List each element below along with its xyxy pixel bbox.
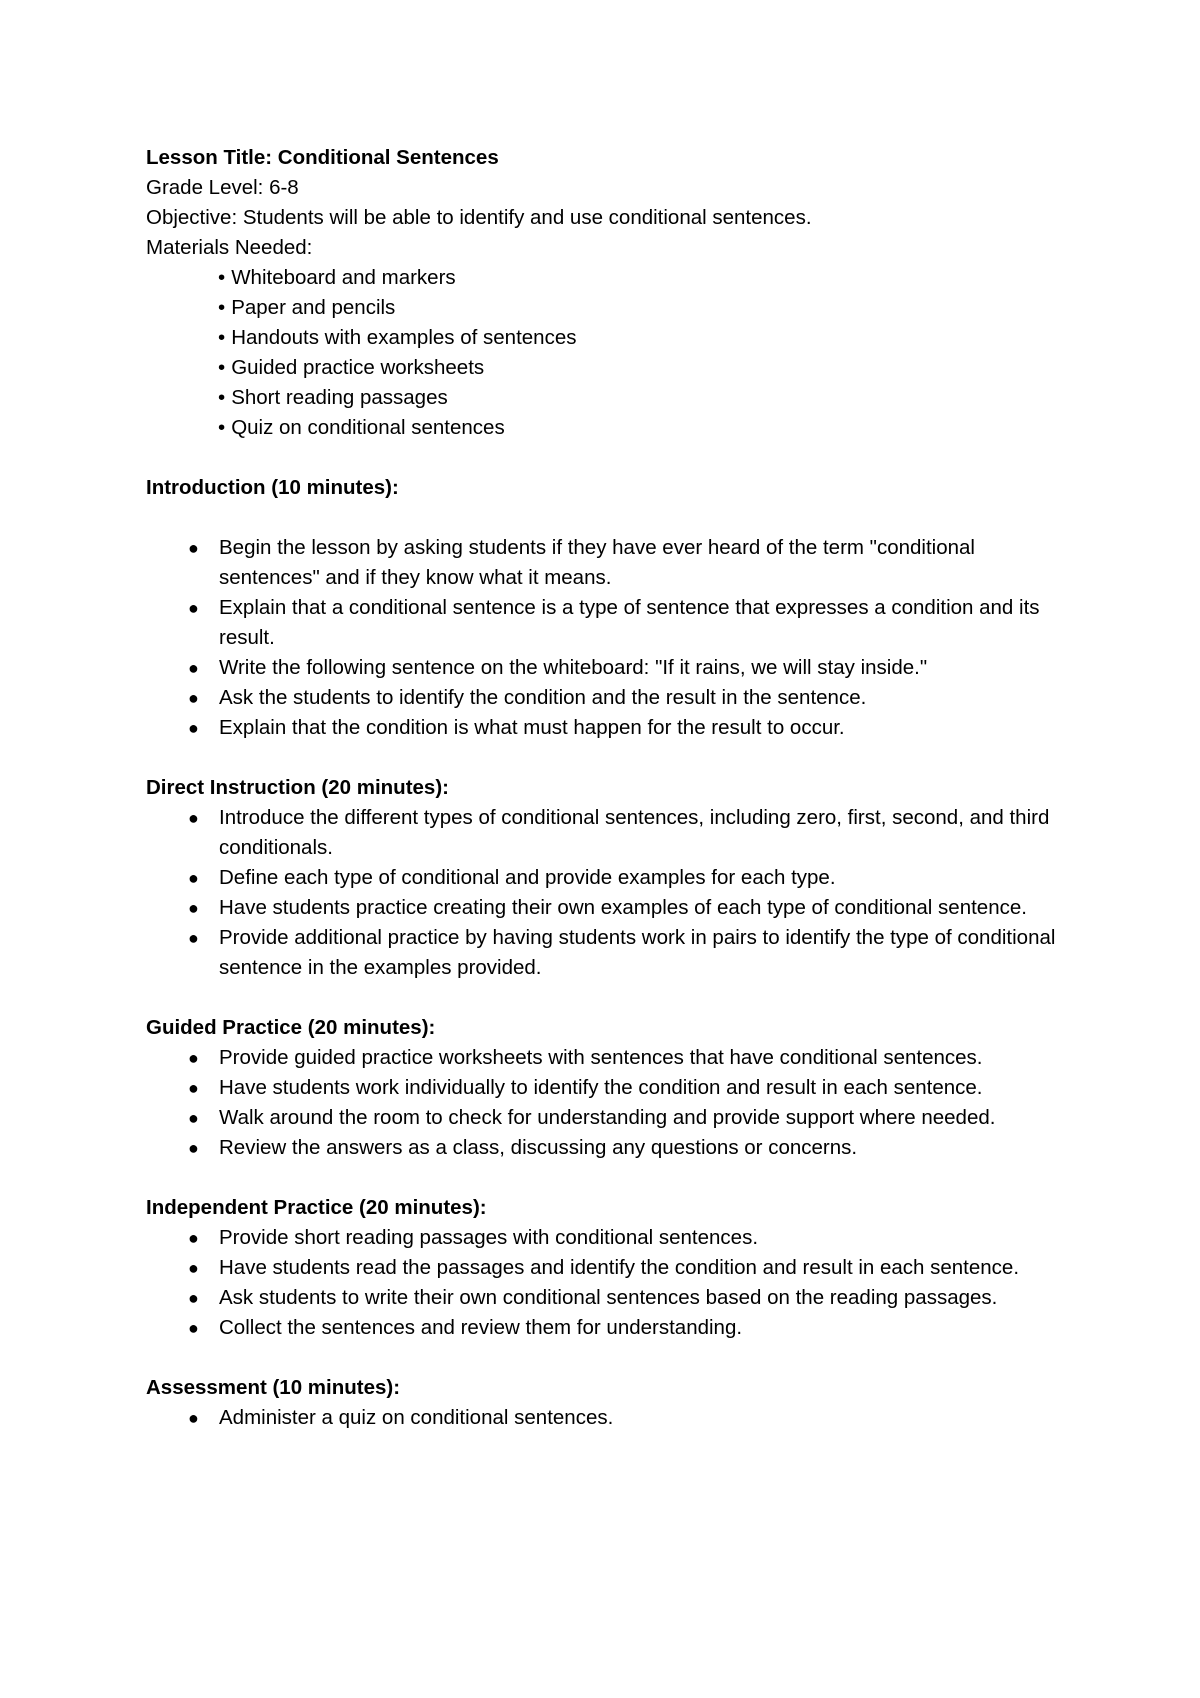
list-item-text: Write the following sentence on the whiteboard: "If it rains, we will stay inside." <box>219 656 928 679</box>
bullet-icon: ● <box>188 898 199 918</box>
bullet-icon: ● <box>188 1228 199 1248</box>
section-heading: Direct Instruction (20 minutes): <box>146 776 449 799</box>
list-item-text: Review the answers as a class, discussing any questions or concerns. <box>219 1136 858 1159</box>
lesson-title: Lesson Title: Conditional Sentences <box>146 146 499 169</box>
materials-item: • Quiz on conditional sentences <box>218 413 1076 443</box>
materials-label: Materials Needed: <box>146 236 313 259</box>
list-item-text: Administer a quiz on conditional sentences. <box>219 1406 614 1429</box>
bullet-list <box>146 533 1076 743</box>
section-assessment <box>146 1373 1076 1433</box>
list-item-text: Define each type of conditional and provide examples for each type. <box>219 866 836 889</box>
bullet-icon: ● <box>188 538 199 558</box>
materials-list <box>146 263 1076 443</box>
bullet-icon: ● <box>188 718 199 738</box>
bullet-icon: ● <box>188 808 199 828</box>
list-item <box>146 1043 1076 1073</box>
section-independent-practice <box>146 1193 1076 1343</box>
bullet-icon: ● <box>188 1078 199 1098</box>
bullet-list <box>146 1223 1076 1343</box>
list-item-text: Explain that a conditional sentence is a type of sentence that expresses a condition and its result. <box>219 596 1040 649</box>
materials-item: • Short reading passages <box>218 383 1076 413</box>
list-item <box>146 1403 1076 1433</box>
list-item-text: Provide additional practice by having students work in pairs to identify the type of conditional sentence in the examples provided. <box>219 926 1056 979</box>
list-item <box>146 803 1076 863</box>
list-item <box>146 1133 1076 1163</box>
materials-item: • Whiteboard and markers <box>218 263 1076 293</box>
materials-item: • Paper and pencils <box>218 293 1076 323</box>
section-heading: Introduction (10 minutes): <box>146 476 399 499</box>
list-item <box>146 1283 1076 1313</box>
section-direct-instruction <box>146 773 1076 983</box>
list-item <box>146 1103 1076 1133</box>
list-item <box>146 923 1076 983</box>
bullet-icon: ● <box>188 1408 199 1428</box>
bullet-icon: ● <box>188 1318 199 1338</box>
section-heading: Independent Practice (20 minutes): <box>146 1196 487 1219</box>
list-item-text: Ask students to write their own conditional sentences based on the reading passages. <box>219 1286 998 1309</box>
list-item <box>146 1253 1076 1283</box>
list-item-text: Have students practice creating their own examples of each type of conditional sentence. <box>219 896 1027 919</box>
bullet-icon: ● <box>188 1048 199 1068</box>
list-item <box>146 893 1076 923</box>
list-item <box>146 1223 1076 1253</box>
list-item <box>146 713 1076 743</box>
list-item-text: Have students read the passages and identify the condition and result in each sentence. <box>219 1256 1020 1279</box>
bullet-icon: ● <box>188 928 199 948</box>
list-item-text: Explain that the condition is what must happen for the result to occur. <box>219 716 845 739</box>
bullet-icon: ● <box>188 868 199 888</box>
grade-level: Grade Level: 6-8 <box>146 176 299 199</box>
document-page <box>146 143 1076 1433</box>
list-item-text: Provide guided practice worksheets with sentences that have conditional sentences. <box>219 1046 983 1069</box>
bullet-list <box>146 1043 1076 1163</box>
list-item <box>146 683 1076 713</box>
list-item-text: Begin the lesson by asking students if they have ever heard of the term "conditional sentences" and if they know what it means. <box>219 536 975 589</box>
list-item <box>146 593 1076 653</box>
bullet-icon: ● <box>188 598 199 618</box>
bullet-icon: ● <box>188 688 199 708</box>
bullet-list <box>146 1403 1076 1433</box>
list-item <box>146 1313 1076 1343</box>
section-heading: Guided Practice (20 minutes): <box>146 1016 436 1039</box>
bullet-icon: ● <box>188 1108 199 1128</box>
bullet-list <box>146 803 1076 983</box>
section-introduction <box>146 473 1076 743</box>
list-item-text: Have students work individually to identify the condition and result in each sentence. <box>219 1076 983 1099</box>
bullet-icon: ● <box>188 1138 199 1158</box>
materials-item: • Guided practice worksheets <box>218 353 1076 383</box>
list-item-text: Walk around the room to check for understanding and provide support where needed. <box>219 1106 996 1129</box>
list-item-text: Collect the sentences and review them for understanding. <box>219 1316 743 1339</box>
list-item <box>146 1073 1076 1103</box>
list-item <box>146 533 1076 593</box>
list-item-text: Provide short reading passages with conditional sentences. <box>219 1226 759 1249</box>
section-guided-practice <box>146 1013 1076 1163</box>
bullet-icon: ● <box>188 1258 199 1278</box>
section-heading: Assessment (10 minutes): <box>146 1376 401 1399</box>
bullet-icon: ● <box>188 1288 199 1308</box>
materials-item: • Handouts with examples of sentences <box>218 323 1076 353</box>
list-item <box>146 863 1076 893</box>
bullet-icon: ● <box>188 658 199 678</box>
list-item-text: Ask the students to identify the condition and the result in the sentence. <box>219 686 867 709</box>
list-item <box>146 653 1076 683</box>
objective: Objective: Students will be able to identify and use conditional sentences. <box>146 206 812 229</box>
list-item-text: Introduce the different types of conditional sentences, including zero, first, second, and third conditionals. <box>219 806 1050 859</box>
